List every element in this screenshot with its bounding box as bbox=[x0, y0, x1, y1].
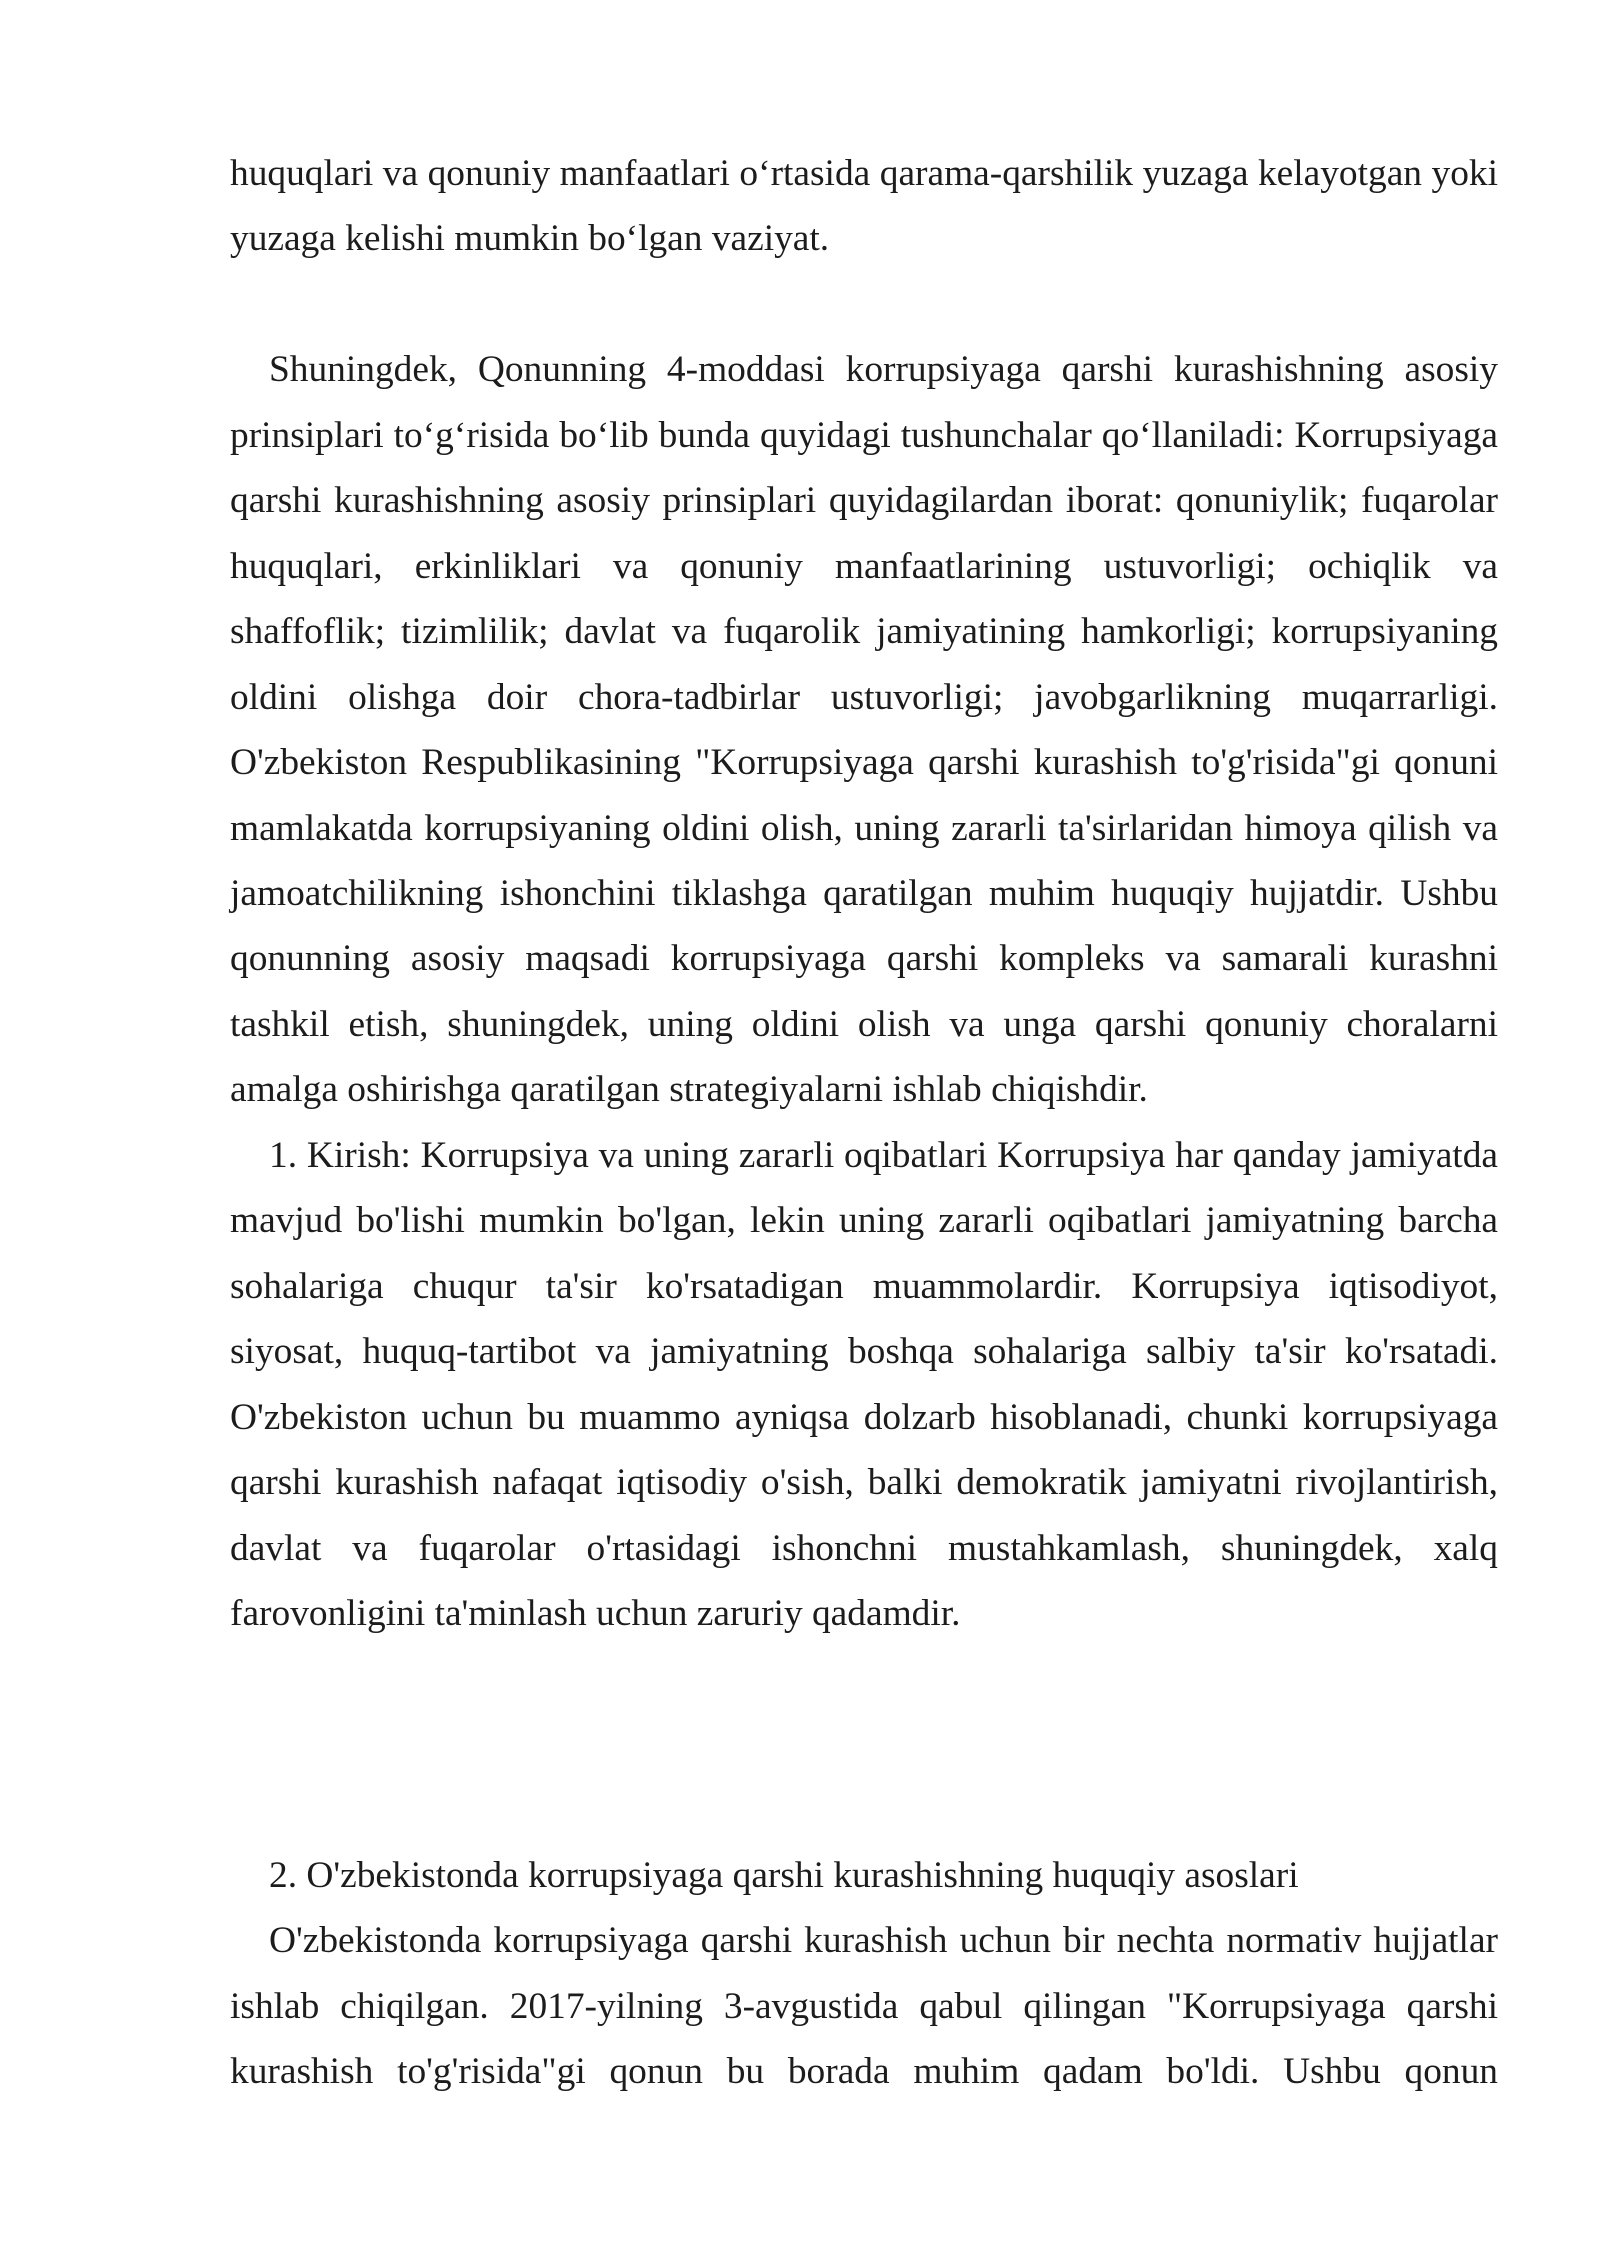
text-line: O'zbekiston Respublikasining "Korrupsiyaga qarshi kurashish to'g'risida"gi qonuni bbox=[230, 742, 1498, 784]
text-line: tashkil etish, shuningdek, uning oldini olish va unga qarshi qonuniy choralarni bbox=[230, 1003, 1498, 1045]
text-line: O'zbekistonda korrupsiyaga qarshi kurashish uchun bir nechta normativ hujjatlar bbox=[269, 1920, 1498, 1962]
text-line: huquqlari, erkinliklari va qonuniy manfaatlarining ustuvorligi; ochiqlik va bbox=[230, 545, 1498, 587]
text-line: sohalariga chuqur ta'sir ko'rsatadigan muammolardir. Korrupsiya iqtisodiyot, bbox=[230, 1265, 1498, 1307]
text-line: kurashish to'g'risida"gi qonun bu borada muhim qadam bo'ldi. Ushbu qonun bbox=[230, 2051, 1498, 2093]
text-line: Shuningdek, Qonunning 4-moddasi korrupsiyaga qarshi kurashishning asosiy bbox=[269, 349, 1498, 391]
text-line: yuzaga kelishi mumkin bo‘lgan vaziyat. bbox=[230, 218, 830, 260]
paragraph-continuation bbox=[230, 141, 1498, 272]
text-line: mamlakatda korrupsiyaning oldini olish, uning zararli ta'sirlaridan himoya qilish va bbox=[230, 807, 1498, 849]
text-line: huquqlari va qonuniy manfaatlari o‘rtasida qarama-qarshilik yuzaga kelayotgan yoki bbox=[230, 153, 1498, 194]
text-line: farovonligini ta'minlash uchun zaruriy qadamdir. bbox=[230, 1592, 961, 1634]
text-line: prinsiplari to‘g‘risida bo‘lib bunda quyidagi tushunchalar qo‘llaniladi: Korrupsiyaga bbox=[230, 414, 1498, 456]
text-line: ishlab chiqilgan. 2017-yilning 3-avgustida qabul qilingan "Korrupsiyaga qarshi bbox=[230, 1985, 1498, 2027]
paragraph-principles bbox=[230, 337, 1498, 1122]
text-line: amalga oshirishga qaratilgan strategiyalarni ishlab chiqishdir. bbox=[230, 1069, 1148, 1111]
text-line: qarshi kurashishning asosiy prinsiplari quyidagilardan iborat: qonuniylik; fuqarolar bbox=[230, 480, 1498, 522]
text-line: jamoatchilikning ishonchini tiklashga qaratilgan muhim huquqiy hujjatdir. Ushbu bbox=[230, 872, 1498, 914]
text-line: 1. Kirish: Korrupsiya va uning zararli oqibatlari Korrupsiya har qanday jamiyatda bbox=[269, 1134, 1498, 1176]
text-line: O'zbekiston uchun bu muammo ayniqsa dolzarb hisoblanadi, chunki korrupsiyaga bbox=[230, 1396, 1498, 1438]
document-body bbox=[230, 141, 1498, 2105]
section-2 bbox=[230, 1843, 1498, 2105]
text-line: qarshi kurashish nafaqat iqtisodiy o'sish, balki demokratik jamiyatni rivojlantirish, bbox=[230, 1462, 1498, 1504]
text-line: shaffoflik; tizimlilik; davlat va fuqarolik jamiyatining hamkorligi; korrupsiyaning bbox=[230, 611, 1498, 653]
text-line: siyosat, huquq-tartibot va jamiyatning boshqa sohalariga salbiy ta'sir ko'rsatadi. bbox=[230, 1331, 1498, 1373]
text-line: mavjud bo'lishi mumkin bo'lgan, lekin uning zararli oqibatlari jamiyatning barcha bbox=[230, 1200, 1498, 1242]
paragraph-introduction bbox=[230, 1123, 1498, 1647]
section-heading: 2. O'zbekistonda korrupsiyaga qarshi kurashishning huquqiy asoslari bbox=[269, 1854, 1299, 1896]
text-line: davlat va fuqarolar o'rtasidagi ishonchni mustahkamlash, shuningdek, xalq bbox=[230, 1527, 1498, 1569]
text-line: oldini olishga doir chora-tadbirlar ustuvorligi; javobgarlikning muqarrarligi. bbox=[230, 676, 1498, 718]
text-line: qonunning asosiy maqsadi korrupsiyaga qarshi kompleks va samarali kurashni bbox=[230, 938, 1498, 980]
